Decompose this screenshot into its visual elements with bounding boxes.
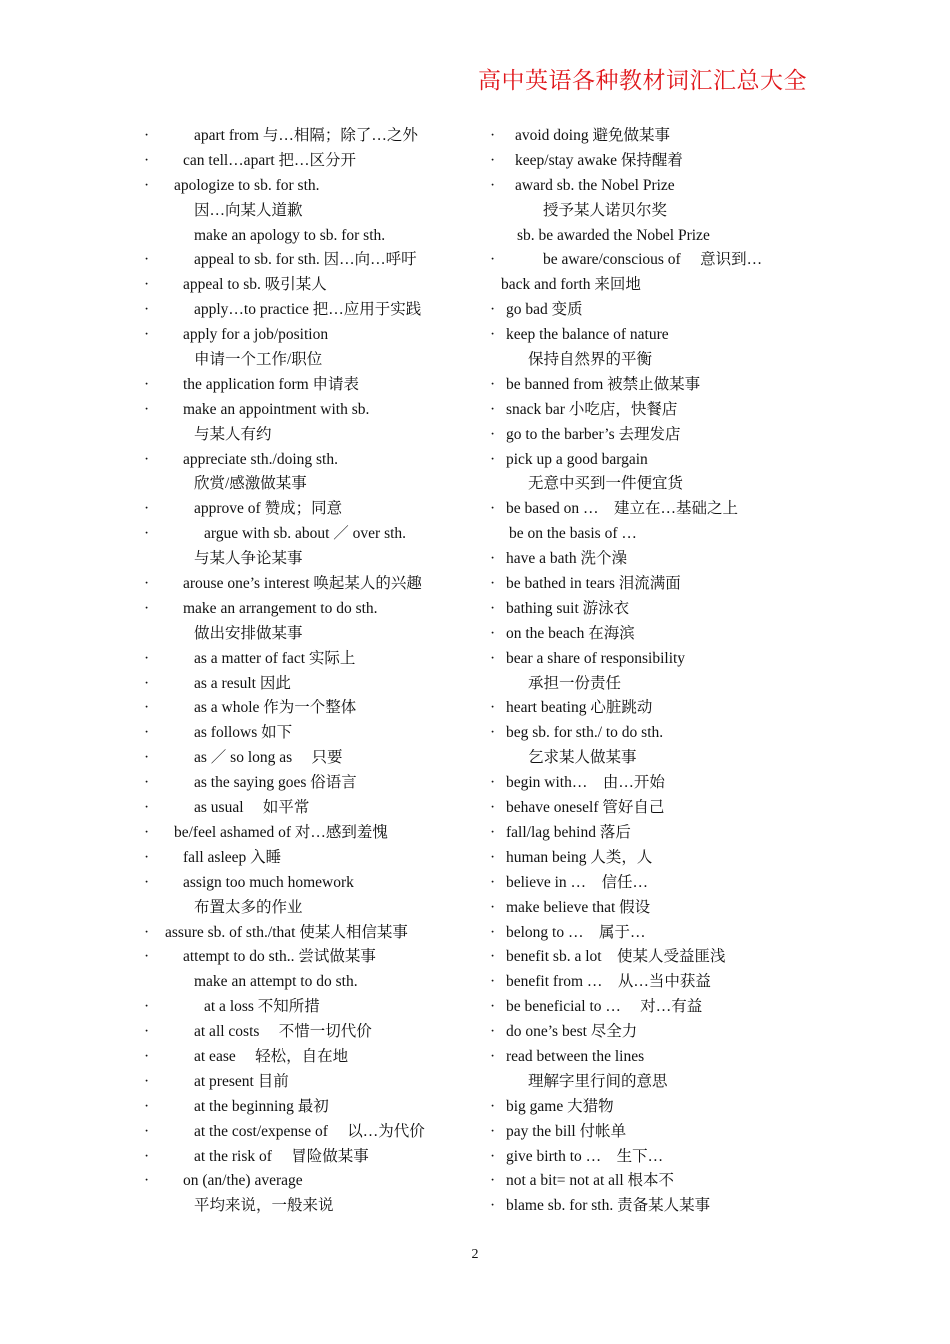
bullet-mark: · — [490, 948, 496, 966]
vocab-entry-text: the application form 申请表 — [183, 375, 360, 393]
bullet-mark: · — [144, 301, 150, 319]
bullet-mark: · — [490, 1197, 496, 1215]
vocab-entry — [487, 348, 817, 373]
vocabulary-column-left — [140, 124, 485, 1219]
vocab-entry-text: appeal to sb. 吸引某人 — [183, 276, 327, 294]
bullet-mark: · — [144, 450, 150, 468]
bullet-mark: · — [490, 375, 496, 393]
vocab-entry — [140, 672, 485, 697]
vocab-entry-text: apply…to practice 把…应用于实践 — [194, 301, 422, 319]
vocab-entry-text: beg sb. for sth./ to do sth. — [506, 724, 664, 742]
vocab-entry-text: assure sb. of sth./that 使某人相信某事 — [165, 923, 408, 941]
bullet-mark: · — [144, 649, 150, 667]
vocab-entry-text: 布置太多的作业 — [194, 898, 303, 916]
vocab-entry-text: be banned from 被禁止做某事 — [506, 375, 701, 393]
vocab-entry — [487, 871, 817, 896]
vocab-entry — [487, 572, 817, 597]
vocab-entry-text: 乞求某人做某事 — [528, 749, 637, 767]
bullet-mark: · — [144, 674, 150, 692]
vocab-entry — [140, 1194, 485, 1219]
vocab-entry — [140, 149, 485, 174]
vocabulary-column-right — [487, 124, 817, 1219]
vocab-entry-text: keep/stay awake 保持醒着 — [515, 151, 683, 169]
vocab-entry — [487, 398, 817, 423]
vocab-entry-text: assign too much homework — [183, 873, 354, 891]
vocab-entry — [140, 970, 485, 995]
vocab-entry — [487, 1169, 817, 1194]
vocab-entry — [140, 871, 485, 896]
vocab-entry — [140, 472, 485, 497]
bullet-mark: · — [144, 774, 150, 792]
vocab-entry — [487, 1020, 817, 1045]
vocab-entry — [487, 1120, 817, 1145]
vocab-entry-text: at ease 轻松，自在地 — [194, 1047, 349, 1065]
vocab-entry-text: as a result 因此 — [194, 674, 291, 692]
bullet-mark: · — [490, 1047, 496, 1065]
vocab-entry — [140, 995, 485, 1020]
vocab-entry — [140, 572, 485, 597]
bullet-mark: · — [490, 774, 496, 792]
bullet-mark: · — [490, 1097, 496, 1115]
vocab-entry-text: at present 目前 — [194, 1072, 289, 1090]
bullet-mark: · — [144, 251, 150, 269]
vocab-entry-text: on the beach 在海滨 — [506, 624, 635, 642]
vocab-entry — [140, 1045, 485, 1070]
vocab-entry-text: snack bar 小吃店，快餐店 — [506, 400, 678, 418]
vocab-entry-text: pick up a good bargain — [506, 450, 648, 468]
vocab-entry-text: apply for a job/position — [183, 326, 329, 344]
vocab-entry-text: make believe that 假设 — [506, 898, 651, 916]
vocab-entry-text: argue with sb. about ／ over sth. — [204, 525, 407, 543]
bullet-mark: · — [490, 724, 496, 742]
vocab-entry-text: sb. be awarded the Nobel Prize — [517, 226, 710, 244]
vocab-entry-text: 平均来说，一般来说 — [194, 1197, 334, 1215]
vocab-entry — [487, 622, 817, 647]
bullet-mark: · — [144, 848, 150, 866]
vocab-entry-text: be beneficial to … 对…有益 — [506, 998, 703, 1016]
bullet-mark: · — [490, 251, 496, 269]
bullet-mark: · — [490, 176, 496, 194]
bullet-mark: · — [490, 550, 496, 568]
vocab-entry-text: at the beginning 最初 — [194, 1097, 329, 1115]
vocab-entry — [140, 522, 485, 547]
vocab-entry-text: 申请一个工作/职位 — [194, 351, 323, 369]
vocab-entry — [487, 298, 817, 323]
vocab-entry — [487, 746, 817, 771]
bullet-mark: · — [144, 724, 150, 742]
bullet-mark: · — [144, 375, 150, 393]
vocab-entry — [487, 522, 817, 547]
bullet-mark: · — [490, 1023, 496, 1041]
page-number: 2 — [471, 1247, 479, 1262]
bullet-mark: · — [144, 1072, 150, 1090]
vocab-entry — [140, 248, 485, 273]
vocab-entry — [140, 199, 485, 224]
vocab-entry-text: not a bit= not at all 根本不 — [506, 1172, 675, 1190]
bullet-mark: · — [144, 176, 150, 194]
vocab-entry — [487, 821, 817, 846]
vocab-entry-text: as a whole 作为一个整体 — [194, 699, 357, 717]
vocab-entry-text: 欣赏/感激做某事 — [194, 475, 307, 493]
bullet-mark: · — [144, 151, 150, 169]
vocab-entry-text: make an attempt to do sth. — [194, 973, 358, 991]
vocab-entry — [487, 1045, 817, 1070]
bullet-mark: · — [490, 1122, 496, 1140]
bullet-mark: · — [490, 823, 496, 841]
vocab-entry-text: as ／ so long as 只要 — [194, 749, 343, 767]
vocab-entry — [487, 199, 817, 224]
vocab-entry-text: appreciate sth./doing sth. — [183, 450, 338, 468]
vocab-entry — [140, 597, 485, 622]
vocab-entry-text: apart from 与…相隔；除了…之外 — [194, 127, 418, 144]
vocab-entry-text: go to the barber’s 去理发店 — [506, 425, 681, 443]
vocab-entry — [487, 796, 817, 821]
bullet-mark: · — [490, 450, 496, 468]
vocab-entry — [140, 896, 485, 921]
vocab-entry-text: as the saying goes 俗语言 — [194, 774, 357, 792]
bullet-mark: · — [144, 500, 150, 518]
vocab-entry — [140, 497, 485, 522]
vocab-entry — [487, 448, 817, 473]
bullet-mark: · — [490, 973, 496, 991]
vocab-entry — [487, 1095, 817, 1120]
vocab-entry — [140, 398, 485, 423]
vocab-entry — [140, 348, 485, 373]
vocab-entry-text: as a matter of fact 实际上 — [194, 649, 356, 667]
bullet-mark: · — [144, 1097, 150, 1115]
vocab-entry — [140, 771, 485, 796]
vocab-entry — [140, 622, 485, 647]
vocab-entry-text: be based on … 建立在…基础之上 — [506, 500, 739, 518]
vocab-entry-text: make an apology to sb. for sth. — [194, 226, 386, 244]
bullet-mark: · — [144, 699, 150, 717]
vocab-entry-text: at a loss 不知所措 — [204, 998, 320, 1016]
bullet-mark: · — [144, 923, 150, 941]
vocab-entry-text: make an appointment with sb. — [183, 400, 370, 418]
vocab-entry — [487, 1194, 817, 1219]
vocab-entry-text: begin with… 由…开始 — [506, 774, 665, 792]
bullet-mark: · — [144, 127, 150, 144]
vocab-entry — [487, 149, 817, 174]
vocab-entry-text: on (an/the) average — [183, 1172, 303, 1190]
vocab-entry-text: appeal to sb. for sth. 因…向…呼吁 — [194, 251, 417, 269]
vocab-entry-text: as follows 如下 — [194, 724, 293, 742]
vocab-entry — [487, 472, 817, 497]
vocab-entry-text: be/feel ashamed of 对…感到羞愧 — [174, 823, 388, 841]
vocab-entry-text: go bad 变质 — [506, 301, 583, 319]
vocab-entry-text: 与某人有约 — [194, 425, 272, 443]
vocab-entry — [140, 1120, 485, 1145]
vocab-entry — [487, 647, 817, 672]
vocab-entry-text: 保持自然界的平衡 — [528, 351, 653, 369]
vocab-entry — [140, 821, 485, 846]
vocab-entry-text: at all costs 不惜一切代价 — [194, 1023, 372, 1041]
vocab-entry-text: fall/lag behind 落后 — [506, 823, 631, 841]
vocab-entry-text: be bathed in tears 泪流满面 — [506, 575, 681, 593]
vocab-entry — [140, 547, 485, 572]
vocab-entry-text: benefit sb. a lot 使某人受益匪浅 — [506, 948, 726, 966]
vocab-entry — [140, 124, 485, 149]
vocab-entry-text: bathing suit 游泳衣 — [506, 599, 630, 617]
vocab-entry-text: be aware/conscious of 意识到… — [543, 251, 763, 269]
vocab-entry — [487, 970, 817, 995]
bullet-mark: · — [144, 276, 150, 294]
vocab-entry — [487, 1070, 817, 1095]
vocab-entry — [487, 672, 817, 697]
bullet-mark: · — [490, 624, 496, 642]
vocab-entry-text: 无意中买到一件便宜货 — [528, 475, 684, 493]
bullet-mark: · — [490, 799, 496, 817]
bullet-mark: · — [144, 799, 150, 817]
vocab-entry-text: back and forth 来回地 — [501, 276, 641, 294]
bullet-mark: · — [490, 326, 496, 344]
vocab-entry — [140, 174, 485, 199]
bullet-mark: · — [144, 1122, 150, 1140]
vocab-entry-text: arouse one’s interest 唤起某人的兴趣 — [183, 575, 422, 593]
vocab-entry-text: give birth to … 生下… — [506, 1147, 664, 1165]
vocab-entry-text: pay the bill 付帐单 — [506, 1122, 627, 1140]
vocab-entry — [487, 995, 817, 1020]
vocab-entry — [140, 423, 485, 448]
bullet-mark: · — [144, 575, 150, 593]
vocab-entry — [487, 124, 817, 149]
vocab-entry — [487, 423, 817, 448]
vocab-entry-text: read between the lines — [506, 1047, 645, 1065]
vocab-entry — [487, 323, 817, 348]
vocab-entry — [487, 597, 817, 622]
vocab-entry — [487, 771, 817, 796]
vocab-entry-text: at the risk of 冒险做某事 — [194, 1147, 369, 1165]
vocab-entry — [140, 846, 485, 871]
bullet-mark: · — [490, 425, 496, 443]
vocab-entry-text: 理解字里行间的意思 — [528, 1072, 668, 1090]
vocab-entry — [140, 224, 485, 249]
vocab-entry — [487, 224, 817, 249]
vocab-entry-text: at the cost/expense of 以…为代价 — [194, 1122, 425, 1140]
bullet-mark: · — [144, 1147, 150, 1165]
vocab-entry — [487, 174, 817, 199]
vocab-entry — [487, 373, 817, 398]
vocab-entry-text: be on the basis of … — [509, 525, 637, 543]
vocab-entry — [140, 1145, 485, 1170]
bullet-mark: · — [144, 1172, 150, 1190]
vocab-entry — [140, 647, 485, 672]
bullet-mark: · — [490, 923, 496, 941]
bullet-mark: · — [144, 873, 150, 891]
vocab-entry — [487, 846, 817, 871]
vocab-entry-text: approve of 赞成；同意 — [194, 500, 343, 518]
vocab-entry-text: heart beating 心脏跳动 — [506, 699, 653, 717]
bullet-mark: · — [144, 749, 150, 767]
vocab-entry — [140, 1020, 485, 1045]
vocab-entry-text: 与某人争论某事 — [194, 550, 303, 568]
vocab-entry-text: can tell…apart 把…区分开 — [183, 151, 357, 169]
vocab-entry — [140, 921, 485, 946]
vocab-entry — [487, 1145, 817, 1170]
bullet-mark: · — [144, 599, 150, 617]
vocab-entry-text: apologize to sb. for sth. — [174, 176, 320, 194]
bullet-mark: · — [144, 326, 150, 344]
vocab-entry — [487, 921, 817, 946]
vocab-entry — [487, 248, 817, 273]
vocab-entry-text: 做出安排做某事 — [194, 624, 303, 642]
vocab-entry-text: big game 大猎物 — [506, 1097, 614, 1115]
vocab-entry-text: bear a share of responsibility — [506, 649, 686, 667]
vocab-entry-text: keep the balance of nature — [506, 326, 669, 344]
vocab-entry-text: as usual 如平常 — [194, 799, 310, 817]
bullet-mark: · — [490, 151, 496, 169]
bullet-mark: · — [490, 1147, 496, 1165]
bullet-mark: · — [144, 948, 150, 966]
vocab-entry — [140, 1070, 485, 1095]
vocab-entry — [487, 273, 817, 298]
document-title: 高中英语各种教材词汇汇总大全 — [478, 68, 807, 93]
bullet-mark: · — [144, 1023, 150, 1041]
bullet-mark: · — [490, 873, 496, 891]
vocab-entry — [140, 323, 485, 348]
bullet-mark: · — [490, 998, 496, 1016]
vocab-entry-text: behave oneself 管好自己 — [506, 799, 665, 817]
bullet-mark: · — [490, 1172, 496, 1190]
vocab-entry-text: 因…向某人道歉 — [194, 201, 303, 219]
bullet-mark: · — [490, 127, 496, 144]
vocab-entry — [487, 497, 817, 522]
vocab-entry-text: blame sb. for sth. 责备某人某事 — [506, 1197, 711, 1215]
bullet-mark: · — [490, 599, 496, 617]
vocab-entry — [487, 721, 817, 746]
bullet-mark: · — [490, 301, 496, 319]
vocab-entry-text: believe in … 信任… — [506, 873, 649, 891]
vocab-entry-text: fall asleep 入睡 — [183, 848, 282, 866]
vocab-entry — [140, 945, 485, 970]
vocab-entry-text: award sb. the Nobel Prize — [515, 176, 675, 194]
bullet-mark: · — [144, 823, 150, 841]
vocab-entry-text: 承担一份责任 — [528, 674, 622, 692]
vocab-entry-text: attempt to do sth.. 尝试做某事 — [183, 948, 376, 966]
vocab-entry — [140, 721, 485, 746]
bullet-mark: · — [490, 400, 496, 418]
vocab-entry — [140, 1169, 485, 1194]
bullet-mark: · — [490, 699, 496, 717]
vocab-entry-text: benefit from … 从…当中获益 — [506, 973, 711, 991]
vocab-entry — [140, 273, 485, 298]
vocab-entry — [140, 298, 485, 323]
vocab-entry — [140, 1095, 485, 1120]
vocab-entry — [140, 796, 485, 821]
bullet-mark: · — [144, 1047, 150, 1065]
bullet-mark: · — [490, 898, 496, 916]
vocab-entry — [140, 746, 485, 771]
vocab-entry-text: avoid doing 避免做某事 — [515, 127, 670, 144]
vocab-entry — [140, 373, 485, 398]
vocab-entry-text: have a bath 洗个澡 — [506, 550, 627, 568]
vocab-entry-text: human being 人类，人 — [506, 848, 653, 866]
bullet-mark: · — [490, 575, 496, 593]
bullet-mark: · — [144, 400, 150, 418]
vocab-entry — [487, 547, 817, 572]
vocab-entry — [487, 896, 817, 921]
vocab-entry — [487, 945, 817, 970]
vocab-entry — [487, 696, 817, 721]
bullet-mark: · — [144, 525, 150, 543]
bullet-mark: · — [144, 998, 150, 1016]
bullet-mark: · — [490, 500, 496, 518]
vocab-entry-text: do one’s best 尽全力 — [506, 1023, 638, 1041]
bullet-mark: · — [490, 848, 496, 866]
vocab-entry-text: 授予某人诺贝尔奖 — [543, 201, 668, 219]
vocab-entry — [140, 448, 485, 473]
vocab-entry-text: belong to … 属于… — [506, 923, 646, 941]
vocab-entry — [140, 696, 485, 721]
vocab-entry-text: make an arrangement to do sth. — [183, 599, 378, 617]
bullet-mark: · — [490, 649, 496, 667]
